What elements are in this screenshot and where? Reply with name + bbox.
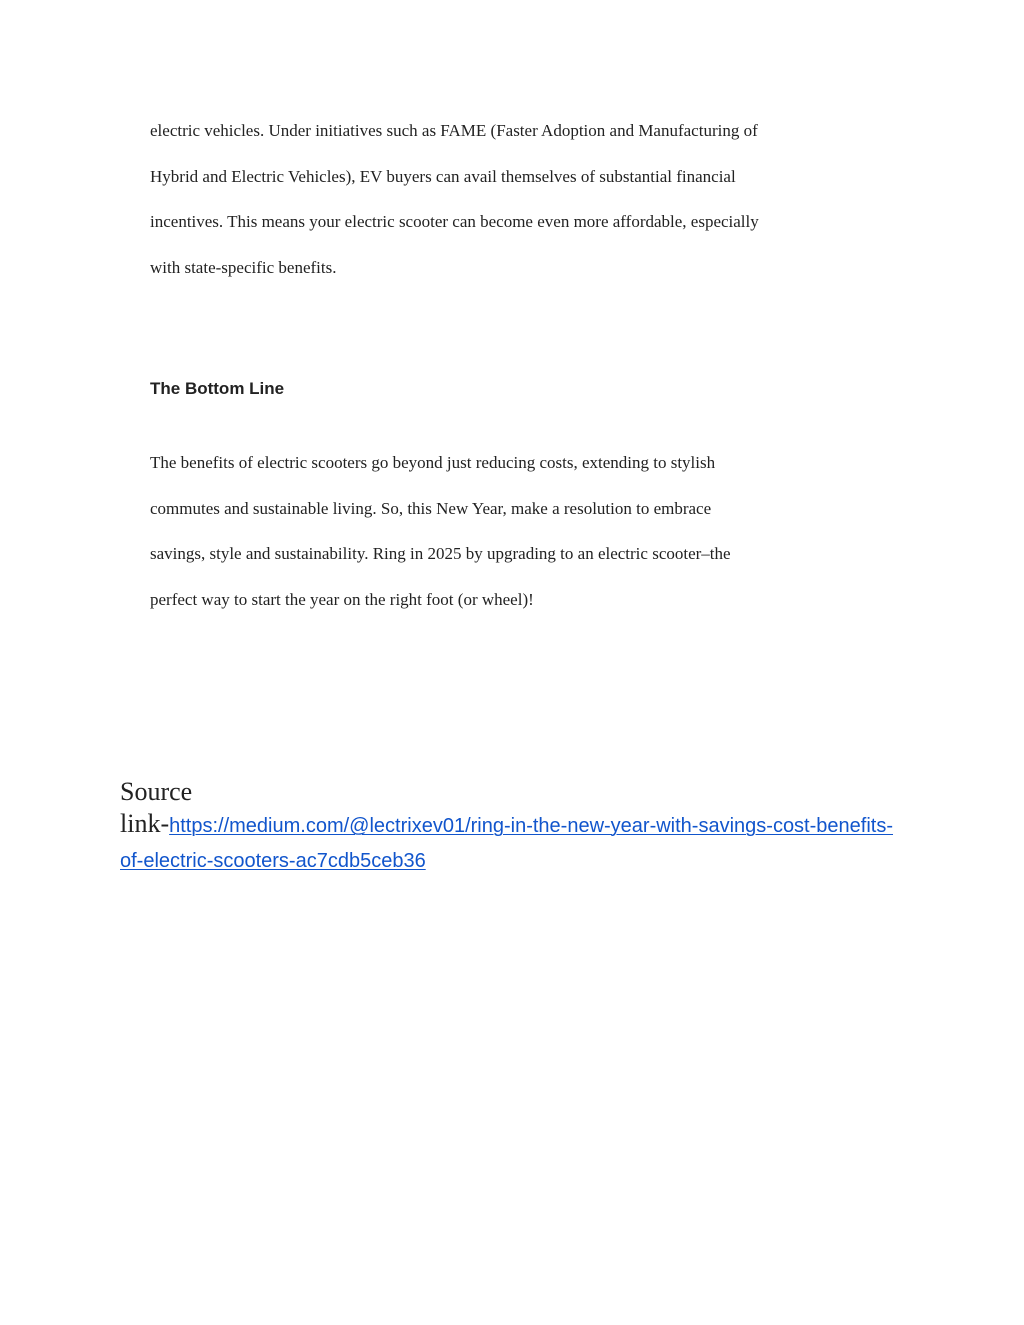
paragraph-line: savings, style and sustainability. Ring in 2025 by upgrading to an electric scooter–the [150, 544, 731, 564]
paragraph-line: Hybrid and Electric Vehicles), EV buyers can avail themselves of substantial financial [150, 166, 736, 186]
source-link-label: link- [120, 809, 170, 838]
source-block [120, 776, 920, 880]
source-url-link[interactable]: https://medium.com/@lectrixev01/ring-in-the-new-year-with-savings-cost-benefits- [169, 815, 893, 837]
paragraph-line: with state-specific benefits. [150, 258, 337, 278]
paragraph-line: electric vehicles. Under initiatives such as FAME (Faster Adoption and Manufacturing of [150, 121, 758, 140]
paragraph-line: incentives. This means your electric scooter can become even more affordable, especially [150, 212, 759, 232]
paragraph-bottom-line [150, 440, 890, 623]
paragraph-line: The benefits of electric scooters go beyond just reducing costs, extending to stylish [150, 453, 716, 472]
source-label: Source [120, 777, 193, 806]
paragraph-line: perfect way to start the year on the right foot (or wheel)! [150, 590, 534, 610]
paragraph-line: commutes and sustainable living. So, this New Year, make a resolution to embrace [150, 498, 712, 518]
source-url-link-continued[interactable]: of-electric-scooters-ac7cdb5ceb36 [120, 850, 426, 872]
paragraph-fame-incentives [150, 108, 890, 291]
section-heading: The Bottom Line [150, 379, 285, 398]
